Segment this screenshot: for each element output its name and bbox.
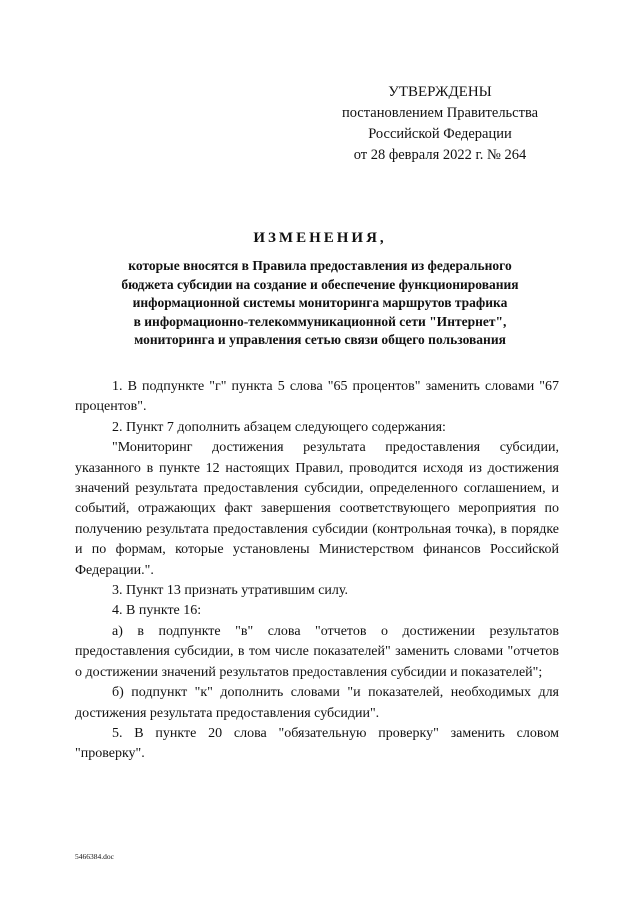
paragraph-2: 2. Пункт 7 дополнить абзацем следующего содержания:: [112, 419, 446, 435]
subtitle-line-1: которые вносятся в Правила предоставления из федерального: [128, 258, 512, 273]
approval-line-2: Российской Федерации: [368, 126, 512, 142]
approval-title: УТВЕРЖДЕНЫ: [388, 84, 492, 100]
paragraph-7: б) подпункт "к" дополнить словами "и показателей, необходимых для достижения результата предоставления субсидии".: [75, 685, 559, 721]
paragraph-4: 3. Пункт 13 признать утратившим силу.: [112, 583, 348, 599]
document-title: ИЗМЕНЕНИЯ,: [253, 230, 387, 246]
document-body: [75, 377, 559, 765]
approval-block: [330, 82, 550, 166]
subtitle-line-2: бюджета субсидии на создание и обеспечение функционирования: [121, 276, 519, 292]
paragraph-8: 5. В пункте 20 слова "обязательную проверку" заменить словом "проверку".: [75, 725, 559, 762]
paragraph-1: 1. В подпункте "г" пункта 5 слова "65 процентов" заменить словами "67 процентов".: [75, 379, 559, 415]
subtitle-line-3: информационной системы мониторинга маршрутов трафика: [132, 295, 508, 310]
file-reference: 5466384.doc: [75, 852, 114, 861]
document-subtitle: [60, 257, 580, 350]
paragraph-3: "Мониторинг достижения результата предоставления субсидии, указанного в пункте 12 настоящих Правил, проводится исходя из достижения значений результата предоставления субсидии, определенного соглашением, и событий, отражающих факт завершения соответствующего мероприятия по получению результата предоставления субсидии (контрольная точка), в порядке и по формам, которые установлены Министерством финансов Российской Федерации.".: [75, 440, 559, 578]
paragraph-5: 4. В пункте 16:: [112, 603, 202, 619]
approval-line-3: от 28 февраля 2022 г. № 264: [353, 147, 527, 163]
paragraph-6: а) в подпункте "в" слова "отчетов о достижении результатов предоставления субсидии, в том числе показателей" заменить словами "отчетов о достижении значений результатов предоставления субсидии и показателей";: [75, 623, 559, 680]
approval-line-1: постановлением Правительства: [341, 105, 539, 121]
subtitle-line-5: мониторинга и управления сетью связи общего пользования: [134, 332, 506, 347]
subtitle-line-4: в информационно-телекоммуникационной сети "Интернет",: [133, 313, 507, 329]
